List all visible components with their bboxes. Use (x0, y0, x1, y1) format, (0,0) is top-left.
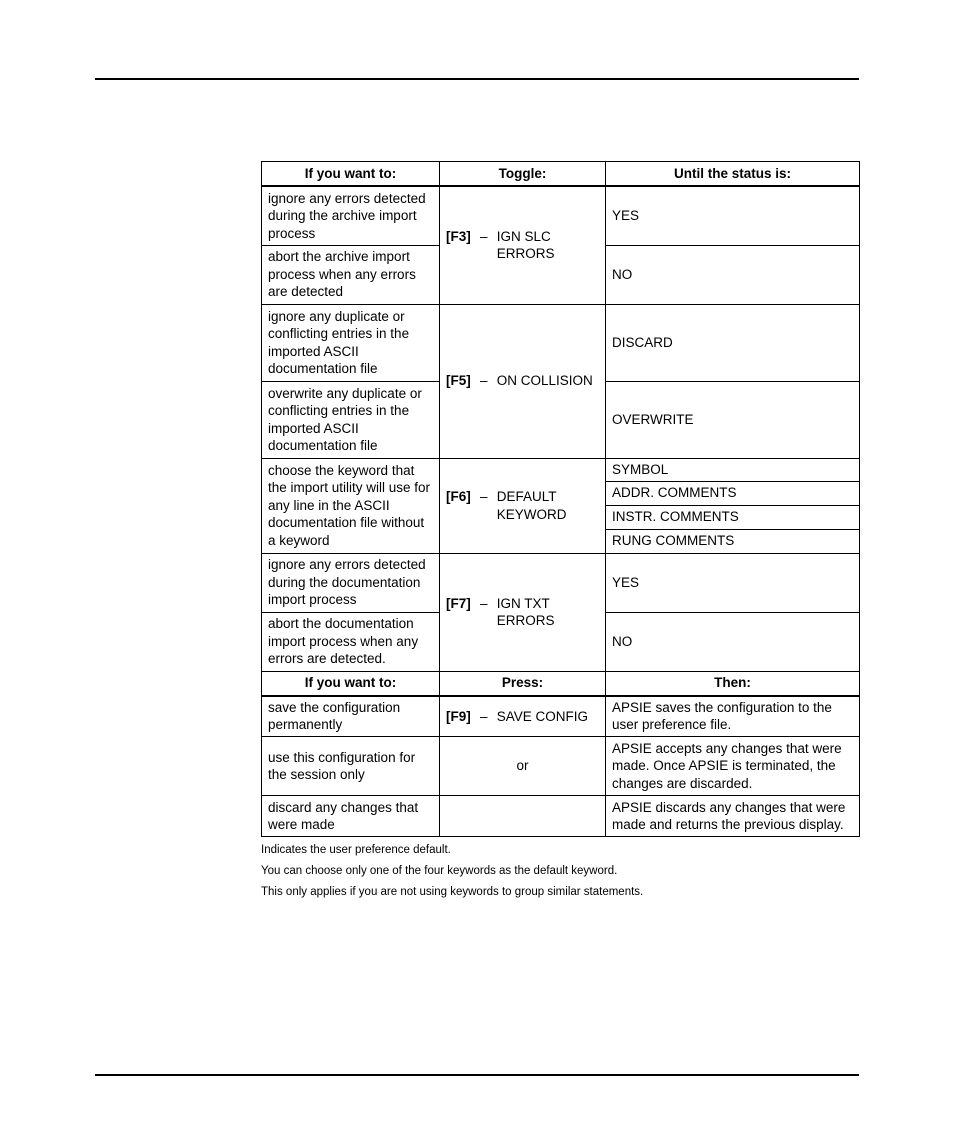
press-cell (440, 796, 606, 837)
header-then: Then: (606, 671, 860, 696)
header-press: Press: (440, 671, 606, 696)
table-header-row (262, 671, 860, 696)
table-header-row (262, 162, 860, 187)
header-toggle: Toggle: (440, 162, 606, 187)
toggle-label (497, 488, 567, 523)
status-cell: INSTR. COMMENTS (606, 505, 860, 529)
status-cell: YES (606, 553, 860, 612)
want-cell: abort the archive import process when any errors are detected (262, 245, 440, 304)
status-cell: OVERWRITE (606, 381, 860, 458)
toggle-cell-f3 (440, 186, 606, 304)
press-cell-f9 (440, 696, 606, 737)
table-row (262, 458, 860, 481)
want-cell: save the configuration permanently (262, 696, 440, 737)
want-cell: choose the keyword that the import utility will use for any line in the ASCII documentation file without a keyword (262, 458, 440, 553)
dash: – (479, 373, 488, 389)
want-cell: use this configuration for the session only (262, 737, 440, 796)
toggle-label (497, 595, 555, 630)
header-rule (95, 78, 859, 80)
table-row (262, 304, 860, 381)
dash: – (479, 708, 488, 724)
press-label: SAVE CONFIG (496, 708, 589, 724)
dash: – (479, 228, 488, 244)
footnote: Indicates the user preference default. (261, 844, 451, 856)
header-want: If you want to: (262, 162, 440, 187)
options-table (261, 161, 859, 837)
status-cell: DISCARD (606, 304, 860, 381)
header-status: Until the status is: (606, 162, 860, 187)
want-cell: ignore any errors detected during the archive import process (262, 186, 440, 245)
then-cell: APSIE saves the configuration to the user preference file. (606, 696, 860, 737)
dash: – (479, 489, 488, 504)
toggle-cell-f6 (440, 458, 606, 553)
key-f6: [F6] (446, 489, 471, 504)
toggle-cell-f5 (440, 304, 606, 458)
want-cell: overwrite any duplicate or conflicting entries in the imported ASCII documentation file (262, 381, 440, 458)
toggle-label: ON COLLISION (496, 373, 593, 389)
want-cell: discard any changes that were made (262, 796, 440, 837)
toggle-label-line: KEYWORD (496, 506, 567, 522)
key-f9: [F9] (446, 708, 471, 724)
key-f7: [F7] (446, 595, 471, 611)
key-f3: [F3] (446, 228, 471, 244)
want-cell: abort the documentation import process when any errors are detected. (262, 612, 440, 671)
then-cell: APSIE discards any changes that were made and returns the previous display. (606, 796, 860, 837)
want-cell: ignore any errors detected during the documentation import process (262, 553, 440, 612)
toggle-label (497, 228, 555, 263)
footnote: This only applies if you are not using keywords to group similar statements. (261, 886, 644, 898)
status-cell: NO (606, 245, 860, 304)
toggle-label-line: IGN SLC (496, 228, 551, 244)
table-row (262, 186, 860, 245)
table-row (262, 553, 860, 612)
key-f5: [F5] (446, 373, 471, 389)
toggle-label-line: IGN TXT (496, 595, 550, 611)
toggle-label-line: ERRORS (496, 246, 555, 262)
toggle-cell-f7 (440, 553, 606, 671)
footnotes (261, 840, 643, 903)
status-cell: SYMBOL (606, 458, 860, 481)
status-cell: ADDR. COMMENTS (606, 481, 860, 505)
dash: – (479, 595, 488, 611)
header-want: If you want to: (262, 671, 440, 696)
status-cell: RUNG COMMENTS (606, 529, 860, 553)
table-row (262, 737, 860, 796)
table-row (262, 696, 860, 737)
status-cell: NO (606, 612, 860, 671)
want-cell: ignore any duplicate or conflicting entries in the imported ASCII documentation file (262, 304, 440, 381)
toggle-table (261, 161, 860, 837)
footer-rule (95, 1074, 859, 1076)
status-cell: YES (606, 186, 860, 245)
then-cell: APSIE accepts any changes that were made. Once APSIE is terminated, the changes are discarded. (606, 737, 860, 796)
press-cell: or (440, 737, 606, 796)
toggle-label-line: ERRORS (496, 613, 555, 628)
table-row (262, 796, 860, 837)
toggle-label-line: DEFAULT (496, 489, 557, 504)
footnote: You can choose only one of the four keywords as the default keyword. (261, 865, 618, 877)
